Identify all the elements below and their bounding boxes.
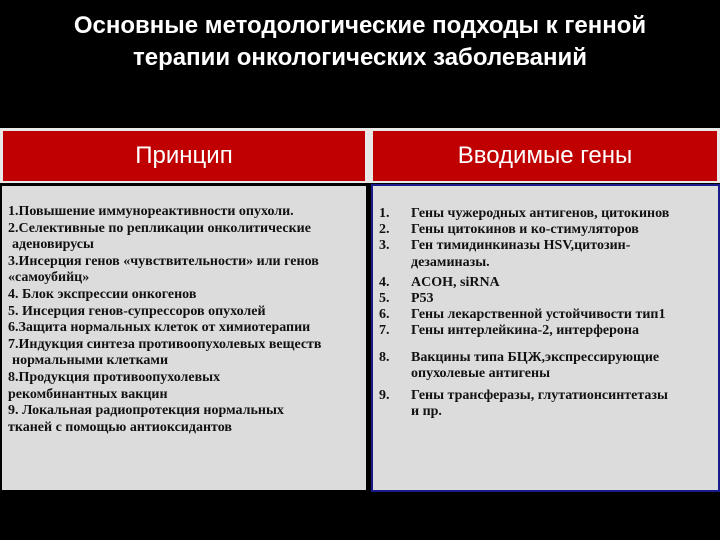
gene-text: Гены лекарственной устойчивости тип1	[411, 307, 666, 323]
gene-text: Ген тимидинкиназы HSV,цитозин-	[411, 238, 631, 254]
slide-title-line-2: терапии онкологических заболеваний	[132, 44, 588, 71]
gene-text: Гены трансферазы, глутатионсинтетазы	[411, 388, 668, 404]
gene-text: и пр.	[411, 404, 442, 420]
gene-row	[379, 323, 714, 339]
gene-number: 1.	[379, 206, 390, 221]
gene-number: 8.	[379, 349, 390, 365]
principle-line: 2.Селективные по репликации онколитические	[8, 220, 311, 236]
principle-line: 1.Повышение иммунореактивности опухоли.	[8, 204, 294, 219]
gene-text: P53	[411, 291, 434, 307]
slide-title	[0, 10, 720, 74]
principle-line: рекомбинантных вакцин	[8, 386, 168, 402]
principle-line: «самоубийц»	[8, 270, 90, 286]
column-header-genes: Вводимые гены	[373, 131, 717, 181]
gene-row	[379, 222, 714, 238]
gene-text: Гены чужеродных антигенов, цитокинов	[411, 206, 670, 221]
gene-row	[379, 350, 714, 366]
gene-row	[379, 366, 714, 382]
gene-number: 6.	[379, 307, 390, 323]
gene-number: 7.	[379, 323, 390, 339]
gene-number: 5.	[379, 291, 390, 307]
gene-row	[379, 291, 714, 307]
principles-cell	[0, 184, 368, 492]
gene-number: 4.	[379, 274, 390, 290]
principle-line: 3.Инсерция генов «чувствительности» или генов	[8, 253, 319, 269]
column-header-principle: Принцип	[3, 131, 365, 181]
gene-row	[379, 275, 714, 291]
gene-row	[379, 255, 714, 271]
gene-text: Гены цитокинов и ко-стимуляторов	[411, 222, 639, 238]
gene-text: дезаминазы.	[411, 254, 490, 270]
principle-line: 4. Блок экспрессии онкогенов	[8, 286, 197, 302]
principle-line: 5. Инсерция генов-супрессоров опухолей	[8, 303, 266, 319]
principle-line: тканей с помощью антиоксидантов	[8, 419, 232, 435]
gene-text: опухолевые антигены	[411, 365, 551, 381]
gene-number: 2.	[379, 222, 390, 238]
gene-row	[379, 388, 714, 404]
gene-text: ACOH, siRNA	[411, 274, 500, 290]
principle-line: нормальными клетками	[12, 353, 169, 369]
gene-text: Гены интерлейкина-2, интерферона	[411, 323, 639, 339]
principle-line: 8.Продукция противоопухолевых	[8, 369, 221, 385]
gene-row	[379, 238, 714, 254]
gene-number	[379, 404, 411, 420]
principle-line: 6.Защита нормальных клеток от химиотерапии	[8, 320, 311, 336]
gene-number	[379, 366, 411, 382]
principle-line: аденовирусы	[12, 237, 94, 253]
genes-cell	[371, 184, 720, 492]
slide-title-line-1: Основные методологические подходы к генной	[73, 12, 647, 39]
principle-line: 9. Локальная радиопротекция нормальных	[8, 403, 284, 419]
principle-line: 7.Индукция синтеза противоопухолевых веществ	[8, 336, 322, 352]
gene-row	[379, 206, 714, 222]
gene-number: 9.	[379, 388, 390, 404]
gene-row	[379, 307, 714, 323]
gene-number: 3.	[379, 238, 390, 254]
gene-number	[379, 255, 411, 271]
gene-row	[379, 404, 714, 420]
gene-text: Вакцины типа БЦЖ,экспрессирующие	[411, 349, 660, 365]
